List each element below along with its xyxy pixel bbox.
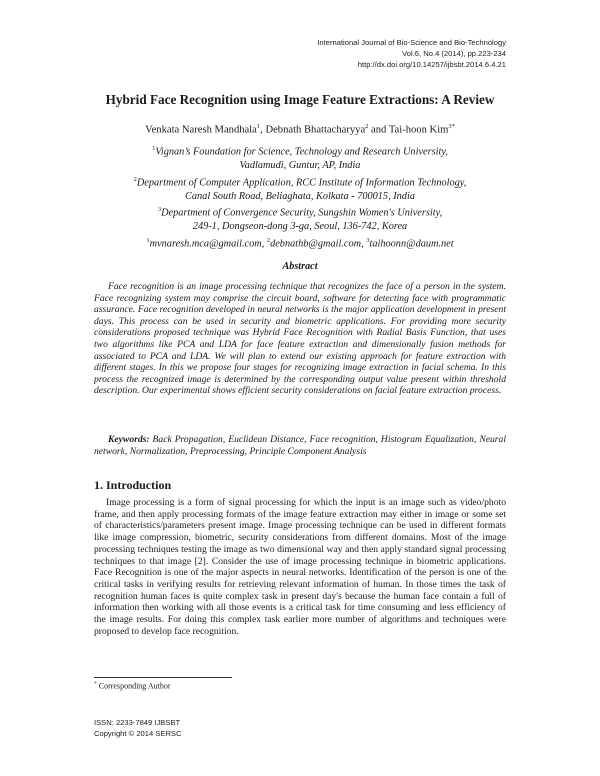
affiliation-1	[0, 142, 600, 159]
email-link[interactable]: mvnaresh.mca@gmail.com	[149, 238, 262, 250]
copyright-text: Copyright © 2014 SERSC	[94, 729, 182, 738]
keywords-label: Keywords:	[108, 434, 150, 445]
journal-doi: http://dx.doi.org/10.14257/ijbsbt.2014.6.4.21	[357, 60, 506, 69]
affiliation-sup: 2	[133, 175, 137, 183]
affiliation-sup: 3	[157, 206, 162, 214]
journal-header	[317, 37, 506, 70]
email-separator: ,	[361, 238, 367, 250]
email-sup: 1	[146, 236, 150, 244]
email-sup: 2	[266, 236, 271, 244]
footnote-mark: *	[94, 681, 97, 687]
abstract-text: Face recognition is an image processing technique that recognizes the face of a person in the system. Face recognizing system may comprise the circuit board, software for detecting face with programmatic assurance. Face recognition developed in neural networks is the major application development in present days. This process can be used in security and biometric applications. For providing more security considerations proposed technique was Hybrid Face Recognition with Radial Basis Function, that uses two algorithms like PCA and LDA for face feature extraction and dimensionally fusion methods for associated to PCA and LDA. We will plan to extend our existing approach for feature extraction with different stages. In this we propose four stages for recognizing image extraction in facial schema. In this process the recognized image is determined by the corresponding output value present within threshold description. Our experimental shows efficient security considerations on facial feature extraction process.	[94, 281, 506, 397]
author-name: Tai-hoon Kim	[388, 124, 449, 136]
affiliations	[0, 142, 600, 251]
intro-paragraph: Image processing is a form of signal processing for which the input is an image such as video/photo frame, and then apply processing formats of the image feature extraction may either in image or some set of characteristics/parameters present image. Image processing technique can be used in different formats like image compression, biometric, security considerations from different domains. Most of the image processing techniques testing the image as two dimensional way and then apply standard signal processing techniques to that image [2]. Consider the use of image processing technique in biometric applications. Face Recognition is one of the major aspects in neural networks. Identification of the person is one of the critical tasks in verifying results for retrieving relevant information of human. In those times the task of recognition human faces is quite complex task in present day's because the human face contain a full of information then working with all those events is a critical task for time consuming and less efficiency of the image results. For doing this complex task earlier more number of algorithms and techniques were proposed to develop face recognition.	[94, 497, 506, 637]
footnote-text: Corresponding Author	[96, 681, 171, 691]
email-link[interactable]: debnathb@gmail.com	[270, 238, 362, 250]
email-separator: ,	[261, 238, 267, 250]
keywords	[94, 434, 506, 457]
author-separator: ,	[260, 124, 266, 136]
affiliation-line: Department of Convergence Security, Sungshin Women's University,	[161, 207, 443, 219]
author-name: Venkata Naresh Mandhala	[145, 124, 257, 136]
issn-text: ISSN: 2233-7849 IJBSBT	[94, 718, 181, 727]
author-list	[0, 123, 600, 136]
affiliation-line: Department of Computer Application, RCC Institute of Information Technology,	[136, 177, 467, 189]
affiliation-line: 249-1, Dongseon-dong 3-ga, Seoul, 136-742, Korea	[192, 221, 408, 233]
affiliation-3	[0, 203, 600, 220]
paper-title: Hybrid Face Recognition using Image Feature Extractions: A Review	[105, 92, 495, 107]
affiliation-line: Vignan’s Foundation for Science, Technology and Research University,	[155, 146, 448, 158]
email-sup: 3	[366, 236, 370, 244]
footnote	[94, 681, 171, 691]
keywords-text: Back Propagation, Euclidean Distance, Face recognition, Histogram Equalization, Neural network, Normalization, Preprocessing, Principle Component Analysis	[94, 434, 506, 457]
email-link[interactable]: taihoonn@daum.net	[369, 238, 454, 250]
abstract-heading: Abstract	[282, 261, 318, 272]
author-sup: 2	[365, 123, 369, 130]
journal-name: International Journal of Bio-Science and Bio-Technology	[317, 38, 506, 47]
author-separator: and	[368, 124, 389, 136]
affiliation-2	[0, 173, 600, 190]
affiliation-line: Canal South Road, Beliaghata, Kolkata - 700015, India	[185, 190, 415, 202]
journal-volume: Vol.6, No.4 (2014), pp.223-234	[402, 49, 506, 58]
section-heading: 1. Introduction	[94, 478, 172, 492]
email-list	[0, 234, 600, 251]
page-footer	[94, 717, 181, 739]
author-sup: 3*	[448, 123, 455, 130]
affiliation-line: Vadlamudi, Guntur, AP, India	[239, 160, 361, 172]
author-sup: 1	[256, 123, 261, 130]
affiliation-sup: 1	[152, 145, 156, 152]
author-name: Debnath Bhattacharyya	[265, 124, 366, 136]
footnote-divider	[94, 677, 232, 678]
